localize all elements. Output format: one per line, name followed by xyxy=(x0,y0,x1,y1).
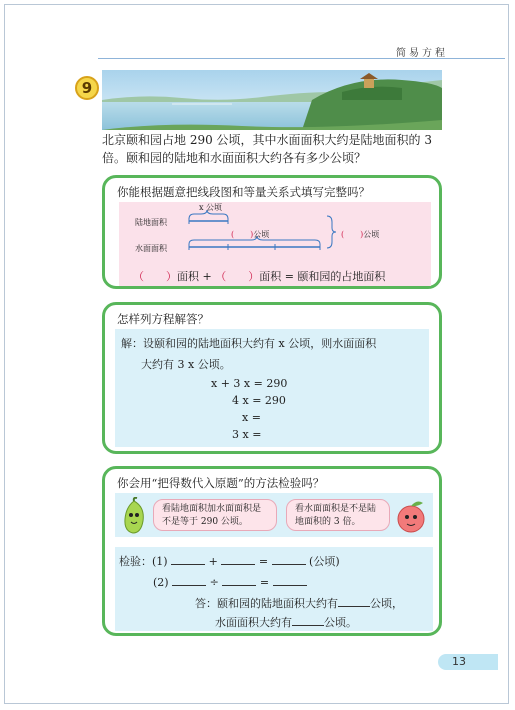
box1-title: 你能根据题意把线段图和等量关系式填写完整吗？ xyxy=(117,185,370,199)
land-area-label: 陆地面积 xyxy=(135,218,167,227)
problem-line-2: 倍。颐和园的陆地和水面面积大约各有多少公顷？ xyxy=(102,151,367,165)
summer-palace-photo xyxy=(102,70,442,130)
answer-blank-water[interactable] xyxy=(292,615,324,626)
equation-4: 3 x = xyxy=(232,428,262,441)
water-area-label: 水面面积 xyxy=(135,244,167,253)
solve-line-2: 大约有 3 x 公顷。 xyxy=(141,358,231,371)
check2-blank-a[interactable] xyxy=(172,575,206,586)
page-number: 13 xyxy=(452,655,466,668)
x-hectare-label: x 公顷 xyxy=(199,203,223,212)
peach-character xyxy=(395,497,427,535)
eq-text-1: 面积 + xyxy=(177,270,216,283)
problem-text xyxy=(102,131,447,167)
solve-line-1: 解：设颐和园的陆地面积大约有 x 公顷，则水面面积 xyxy=(121,337,377,350)
answer-line-2: 水面面积大约有 公顷。 xyxy=(215,616,357,629)
eq-text-2: 面积 = 颐和园的占地面积 xyxy=(259,270,386,283)
answer-line-1: 答：颐和园的陆地面积大约有 公顷， xyxy=(195,597,403,610)
check2-blank-c[interactable] xyxy=(273,575,307,586)
eq-blank-1[interactable]: （ ） xyxy=(133,270,177,283)
eq-blank-2[interactable]: （ ） xyxy=(215,270,260,283)
verification-box xyxy=(102,466,442,636)
header-divider xyxy=(98,58,505,59)
equation-2: 4 x = 290 xyxy=(232,394,286,407)
total-paren-blank[interactable]: ( )公顷 xyxy=(341,230,380,239)
answer-blank-land[interactable] xyxy=(338,596,370,607)
check1-blank-c[interactable] xyxy=(272,554,306,565)
box3-title: 你会用“把得数代入原题”的方法检验吗？ xyxy=(117,476,325,490)
equation-1: x + 3 x = 290 xyxy=(211,377,288,390)
water-paren-blank[interactable]: ( )公顷 xyxy=(231,230,270,239)
check-line-1: 检验：(1) + = (公顷) xyxy=(119,555,340,568)
equation-blank xyxy=(133,268,385,284)
check1-blank-a[interactable] xyxy=(171,554,205,565)
box2-title: 怎样列方程解答？ xyxy=(117,312,209,326)
hint-bubble-left: 看陆地面积加水面面积是不是等于 290 公顷。 xyxy=(153,499,277,531)
page-number-tab xyxy=(438,654,498,670)
hint-bubble-right: 看水面面积是不是陆地面积的 3 倍。 xyxy=(286,499,390,531)
check2-blank-b[interactable] xyxy=(222,575,256,586)
segment-diagram-box xyxy=(102,175,442,289)
check-line-2: (2) ÷ = xyxy=(153,575,307,589)
example-number-badge: 9 xyxy=(75,76,99,100)
equation-3: x = xyxy=(242,411,261,424)
check1-blank-b[interactable] xyxy=(221,554,255,565)
section-title: 简易方程 xyxy=(396,48,448,59)
equation-solve-box xyxy=(102,302,442,454)
problem-line-1: 北京颐和园占地 290 公顷，其中水面面积大约是陆地面积的 3 xyxy=(102,133,432,147)
green-pepper-character xyxy=(121,497,147,535)
